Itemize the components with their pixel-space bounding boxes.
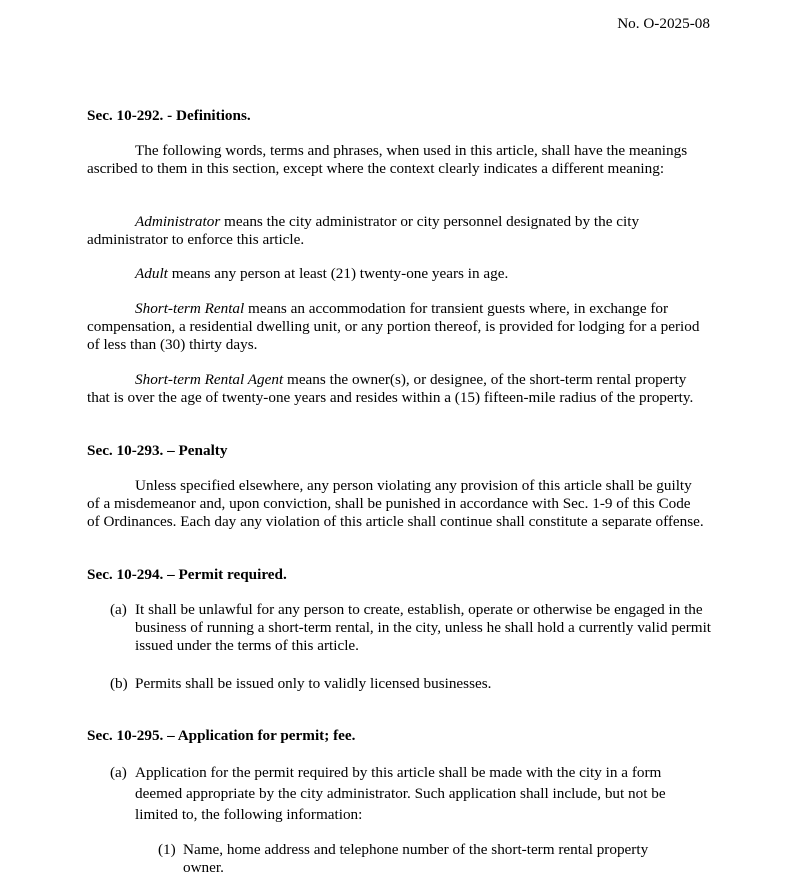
definition-short-term-rental-agent bbox=[87, 371, 705, 407]
sec-292-heading: Sec. 10-292. - Definitions. bbox=[87, 107, 251, 124]
item-text: It shall be unlawful for any person to create, establish, operate or otherwise be engaged in the business of running a short-term rental, in the city, unless he shall hold a currently valid permit issued under the terms of this article. bbox=[135, 601, 712, 654]
sec-294-item-b bbox=[110, 675, 712, 693]
definition-text: means the city administrator or city personnel designated by the city administrator to enforce this article. bbox=[87, 213, 640, 248]
sec-294-item-a bbox=[110, 601, 712, 655]
sec-292-intro: The following words, terms and phrases, when used in this article, shall have the meanings ascribed to them in this section, except where the context clearly indicates a different meaning: bbox=[87, 142, 688, 177]
sec-294-heading: Sec. 10-294. – Permit required. bbox=[87, 566, 287, 583]
item-label: (a) bbox=[110, 764, 127, 781]
item-label: (b) bbox=[110, 675, 128, 692]
definition-term: Adult bbox=[135, 265, 168, 282]
definition-text: means the owner(s), or designee, of the short-term rental property that is over the age of twenty-one years and resides within a (15) fifteen-mile radius of the property. bbox=[87, 371, 694, 406]
item-label: (a) bbox=[110, 601, 127, 618]
definition-term: Administrator bbox=[135, 213, 221, 230]
definition-short-term-rental bbox=[87, 300, 705, 354]
item-text: Permits shall be issued only to validly licensed businesses. bbox=[135, 675, 492, 692]
sec-293-body: Unless specified elsewhere, any person violating any provision of this article shall be guilty of a misdemeanor and, upon conviction, shall be punished in accordance with Sec. 1-9 of this Code of Ordinances. Each day any violation of this article shall continue shall constitute a separate offense. bbox=[87, 477, 704, 530]
item-label: (1) bbox=[158, 841, 176, 858]
definition-adult bbox=[87, 265, 705, 283]
definition-text: means any person at least (21) twenty-one years in age. bbox=[167, 265, 509, 282]
ordinance-number: No. O-2025-08 bbox=[617, 15, 710, 32]
definition-term: Short-term Rental Agent bbox=[135, 371, 284, 388]
item-text: Name, home address and telephone number of the short-term rental property owner. bbox=[183, 841, 649, 876]
sec-295-subitem-1 bbox=[158, 841, 678, 877]
item-text: Application for the permit required by this article shall be made with the city in a form deemed appropriate by the city administrator. Such application shall include, but not be limited to, the following information: bbox=[135, 764, 666, 823]
definition-term: Short-term Rental bbox=[135, 300, 245, 317]
sec-293-heading: Sec. 10-293. – Penalty bbox=[87, 442, 228, 459]
sec-295-item-a bbox=[110, 762, 702, 825]
definition-administrator bbox=[87, 213, 705, 249]
sec-295-heading: Sec. 10-295. – Application for permit; fee. bbox=[87, 727, 356, 744]
definition-text: means an accommodation for transient guests where, in exchange for compensation, a residential dwelling unit, or any portion thereof, is provided for lodging for a period of less than (30) thirty days. bbox=[87, 300, 700, 353]
